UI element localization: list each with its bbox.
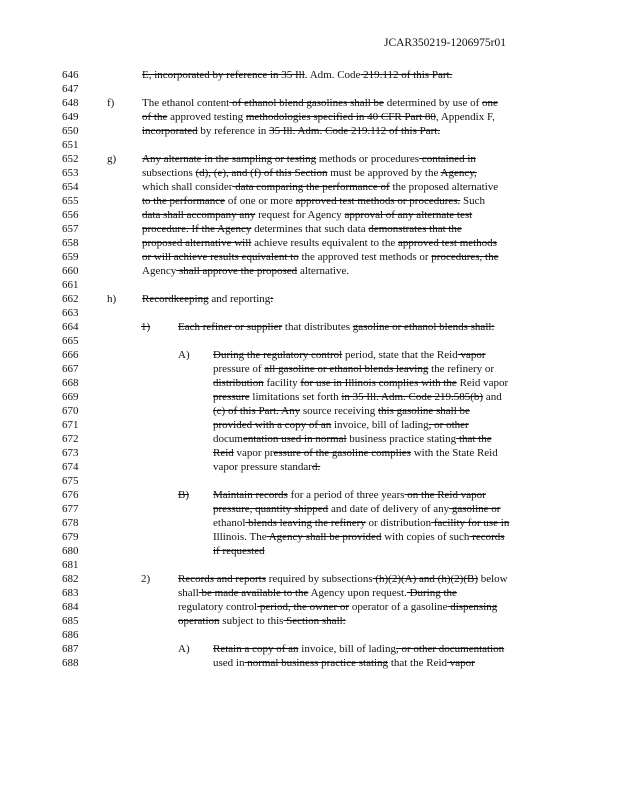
line-number: 675: [62, 475, 79, 487]
retained-text: achieve results equivalent to the: [251, 237, 398, 249]
document-line: [0, 292, 618, 306]
retained-text: subject to this: [219, 615, 284, 627]
deleted-text: During the: [406, 587, 457, 599]
retained-text: subsections: [142, 167, 196, 179]
line-number: 649: [62, 111, 79, 123]
retained-text: , Appendix F,: [435, 111, 495, 123]
deleted-text: operation: [178, 615, 220, 627]
line-number: 683: [62, 587, 79, 599]
subsection-label: f): [107, 97, 115, 109]
deleted-text: provided with a copy of an: [213, 419, 332, 431]
retained-text: business practice stating: [346, 433, 457, 445]
document-line: [0, 460, 618, 474]
retained-text: period, state that the Reid: [342, 349, 458, 361]
document-line: [0, 194, 618, 208]
line-text: [142, 166, 477, 180]
retained-text: or distribution: [365, 517, 432, 529]
document-line: [0, 404, 618, 418]
retained-text: with copies of such: [381, 531, 470, 543]
document-line: [0, 222, 618, 236]
document-line: [0, 572, 618, 586]
line-number: 680: [62, 545, 79, 557]
retained-text: determines that such data: [251, 223, 369, 235]
deleted-text: vapor: [447, 657, 475, 669]
document-line: [0, 236, 618, 250]
line-number: 679: [62, 531, 79, 543]
document-line: [0, 642, 618, 656]
line-text: [213, 348, 485, 362]
document-line: [0, 82, 618, 96]
line-number: 687: [62, 643, 79, 655]
line-text: [213, 390, 502, 404]
deleted-text: contained in: [419, 153, 476, 165]
line-text: [142, 180, 498, 194]
document-line: [0, 586, 618, 600]
deleted-text: facility for use in: [431, 517, 510, 529]
line-text: [142, 68, 452, 82]
subsection-label: 2): [141, 573, 151, 585]
line-number: 654: [62, 181, 79, 193]
document-line: [0, 306, 618, 320]
retained-text: operator of a gasoline: [349, 601, 448, 613]
line-number: 656: [62, 209, 79, 221]
line-text: [142, 152, 476, 166]
deleted-text: entation used in normal: [242, 433, 347, 445]
deleted-text: normal business practice stating: [244, 657, 389, 669]
line-number: 661: [62, 279, 79, 291]
deleted-text: of ethanol blend gasolines shall be: [229, 97, 384, 109]
subsection-label: 1): [141, 321, 151, 333]
line-text: [178, 586, 457, 600]
deleted-text: distribution: [213, 377, 264, 389]
line-number: 665: [62, 335, 79, 347]
line-number: 676: [62, 489, 79, 501]
document-line: [0, 516, 618, 530]
retained-text: Agency: [142, 265, 177, 277]
document-line: [0, 488, 618, 502]
line-number: 673: [62, 447, 79, 459]
deleted-text: approval of any alternate test: [344, 209, 473, 221]
document-line: [0, 628, 618, 642]
line-text: [213, 516, 509, 530]
retained-text: shall: [178, 587, 199, 599]
line-number: 669: [62, 391, 79, 403]
line-number: 668: [62, 377, 79, 389]
deleted-text: be made available to the: [198, 587, 309, 599]
document-line: [0, 544, 618, 558]
line-number: 646: [62, 69, 79, 81]
deleted-text: of the: [142, 111, 168, 123]
retained-text: must be approved by the: [327, 167, 441, 179]
retained-text: invoice, bill of lading: [331, 419, 429, 431]
deleted-text: During the regulatory control: [213, 349, 343, 361]
retained-text: invoice, bill of lading: [298, 643, 396, 655]
subsection-label: h): [107, 293, 117, 305]
document-line: [0, 138, 618, 152]
retained-text: pressure of: [213, 363, 265, 375]
line-number: 667: [62, 363, 79, 375]
subsection-label: B): [178, 489, 189, 501]
document-line: [0, 124, 618, 138]
retained-text: of one or more: [225, 195, 296, 207]
deleted-text: approved test methods: [397, 237, 497, 249]
retained-text: The ethanol content: [142, 97, 230, 109]
line-text: [213, 446, 498, 460]
document-line: [0, 418, 618, 432]
deleted-text: or will achieve results equivalent to: [142, 251, 299, 263]
document-line: [0, 278, 618, 292]
deleted-text: data shall accompany any: [142, 209, 256, 221]
retained-text: that the Reid: [388, 657, 448, 669]
line-text: [213, 544, 265, 558]
retained-text: used in: [213, 657, 245, 669]
document-line: [0, 376, 618, 390]
line-number: 670: [62, 405, 79, 417]
line-text: [178, 600, 497, 614]
line-text: [213, 502, 500, 516]
document-line: [0, 334, 618, 348]
document-line: [0, 600, 618, 614]
document-line: [0, 320, 618, 334]
retained-text: vapor pr: [233, 447, 274, 459]
line-text: [213, 530, 505, 544]
line-text: [213, 376, 508, 390]
deleted-text: procedures, the: [431, 251, 499, 263]
document-line: [0, 208, 618, 222]
deleted-text: (h)(2)(A) and (h)(2)(B): [372, 573, 478, 585]
retained-text: and date of delivery of any: [328, 503, 450, 515]
document-line: [0, 502, 618, 516]
line-text: [142, 208, 472, 222]
deleted-text: that the: [456, 433, 492, 445]
line-text: [213, 362, 494, 376]
line-number: 677: [62, 503, 79, 515]
line-number: 685: [62, 615, 79, 627]
deleted-text: Each refiner or supplier: [178, 321, 283, 333]
line-text: [142, 110, 495, 124]
retained-text: which shall consider: [142, 181, 233, 193]
subsection-label: A): [178, 349, 190, 361]
retained-text: and: [483, 391, 502, 403]
deleted-text: Section shall:: [283, 615, 346, 627]
document-line: [0, 180, 618, 194]
document-line: [0, 96, 618, 110]
document-id: JCAR350219-1206975r01: [383, 37, 506, 49]
deleted-text: Recordkeeping: [142, 293, 209, 305]
line-text: [142, 292, 273, 306]
line-text: [178, 320, 494, 334]
document-line: [0, 166, 618, 180]
deleted-text: this gasoline shall be: [377, 405, 470, 417]
retained-text: docum: [213, 433, 243, 445]
deleted-text: incorporated: [142, 125, 198, 137]
deleted-text: dispensing: [447, 601, 498, 613]
document-line: [0, 530, 618, 544]
deleted-text: on the Reid vapor: [404, 489, 486, 501]
retained-text: vapor pressure standar: [213, 461, 312, 473]
retained-text: by reference in: [197, 125, 270, 137]
deleted-text: d.: [311, 461, 321, 473]
retained-text: methods or procedures: [316, 153, 420, 165]
line-number: 688: [62, 657, 79, 669]
document-line: [0, 474, 618, 488]
line-number: 682: [62, 573, 79, 585]
line-number: 671: [62, 419, 79, 431]
line-text: [142, 222, 462, 236]
deleted-text: (d), (e), and (f) of this Section: [195, 167, 328, 179]
line-text: [213, 432, 492, 446]
deleted-text: records: [469, 531, 505, 543]
line-number: 657: [62, 223, 79, 235]
deleted-text: essure of the gasoline complies: [273, 447, 411, 459]
document-line: [0, 152, 618, 166]
line-number: 684: [62, 601, 79, 613]
document-line: [0, 390, 618, 404]
line-number: 650: [62, 125, 79, 137]
line-number: 681: [62, 559, 79, 571]
line-text: [213, 418, 469, 432]
deleted-text: approved test methods or procedures.: [295, 195, 461, 207]
line-number: 659: [62, 251, 79, 263]
line-text: [213, 488, 486, 502]
line-number: 658: [62, 237, 79, 249]
retained-text: request for Agency: [255, 209, 345, 221]
line-text: [178, 614, 346, 628]
deleted-text: methodologies specified in 40 CFR Part 80: [245, 111, 436, 123]
deleted-text: (c) of this Part. Any: [213, 405, 301, 417]
deleted-text: if requested: [213, 545, 265, 557]
retained-text: Such: [460, 195, 486, 207]
line-number: 664: [62, 321, 79, 333]
line-number: 655: [62, 195, 79, 207]
deleted-text: blends leaving the refinery: [245, 517, 366, 529]
retained-text: determined by use of: [383, 97, 482, 109]
document-line: [0, 110, 618, 124]
line-text: [142, 264, 349, 278]
line-text: [213, 656, 475, 670]
deleted-text: Retain a copy of an: [213, 643, 299, 655]
line-number: 660: [62, 265, 79, 277]
retained-text: the proposed alternative: [389, 181, 499, 193]
deleted-text: for use in Illinois complies with the: [300, 377, 457, 389]
line-number: 652: [62, 153, 79, 165]
retained-text: limitations set forth: [249, 391, 342, 403]
deleted-text: pressure: [213, 391, 250, 403]
line-number: 663: [62, 307, 79, 319]
line-text: [142, 194, 485, 208]
line-text: [142, 96, 498, 110]
subsection-label: A): [178, 643, 190, 655]
deleted-text: gasoline or ethanol blends shall:: [352, 321, 495, 333]
retained-text: regulatory control: [178, 601, 258, 613]
line-number: 672: [62, 433, 79, 445]
subsection-label: g): [107, 153, 117, 165]
deleted-text: shall approve the proposed: [176, 265, 298, 277]
deleted-text: demonstrates that the: [368, 223, 462, 235]
retained-text: source receiving: [300, 405, 378, 417]
line-number: 648: [62, 97, 79, 109]
line-text: [142, 124, 440, 138]
document-line: [0, 348, 618, 362]
retained-text: that distributes: [282, 321, 353, 333]
line-number: 674: [62, 461, 79, 473]
document-line: [0, 558, 618, 572]
line-text: [178, 572, 508, 586]
deleted-text: data comparing the performance of: [232, 181, 390, 193]
deleted-text: Records and reports: [178, 573, 266, 585]
document-line: [0, 656, 618, 670]
line-text: [213, 460, 320, 474]
deleted-text: E, incorporated by reference in 35 Ill: [142, 69, 305, 81]
retained-text: Agency upon request.: [308, 587, 407, 599]
deleted-text: Agency,: [440, 167, 477, 179]
retained-text: . Adm. Code: [304, 69, 361, 81]
retained-text: Illinois. The: [213, 531, 267, 543]
retained-text: with the State Reid: [410, 447, 498, 459]
document-line: [0, 264, 618, 278]
deleted-text: pressure, quantity shipped: [213, 503, 329, 515]
deleted-text: proposed alternative will: [142, 237, 252, 249]
retained-text: the approved test methods or: [298, 251, 432, 263]
retained-text: and reporting: [208, 293, 271, 305]
deleted-text: to the performance: [142, 195, 226, 207]
deleted-text: :: [270, 293, 274, 305]
deleted-text: Agency shall be provided: [266, 531, 382, 543]
retained-text: for a period of three years: [287, 489, 405, 501]
retained-text: facility: [263, 377, 301, 389]
retained-text: below: [477, 573, 508, 585]
document-line: [0, 362, 618, 376]
document-line: [0, 250, 618, 264]
retained-text: approved testing: [167, 111, 246, 123]
retained-text: the refinery or: [428, 363, 495, 375]
deleted-text: Reid: [213, 447, 234, 459]
deleted-text: , or other documentation: [395, 643, 505, 655]
deleted-text: all gasoline or ethanol blends leaving: [264, 363, 429, 375]
deleted-text: vapor: [457, 349, 486, 361]
deleted-text: procedure. If the Agency: [142, 223, 252, 235]
document-line: [0, 432, 618, 446]
deleted-text: 219.112 of this Part.: [360, 69, 453, 81]
deleted-text: gasoline or: [449, 503, 501, 515]
line-number: 653: [62, 167, 79, 179]
line-number: 662: [62, 293, 79, 305]
retained-text: ethanol: [213, 517, 246, 529]
deleted-text: one: [482, 97, 498, 109]
deleted-text: period, the owner or: [257, 601, 350, 613]
deleted-text: Maintain records: [213, 489, 288, 501]
line-number: 678: [62, 517, 79, 529]
retained-text: Reid vapor: [456, 377, 509, 389]
line-text: [142, 250, 499, 264]
deleted-text: Any alternate in the sampling or testing: [142, 153, 317, 165]
line-number: 666: [62, 349, 79, 361]
deleted-text: , or other: [428, 419, 469, 431]
document-line: [0, 68, 618, 82]
deleted-text: in 35 Ill. Adm. Code 219.585(b): [341, 391, 484, 403]
line-number: 647: [62, 83, 79, 95]
deleted-text: 35 Ill. Adm. Code 219.112 of this Part.: [269, 125, 441, 137]
retained-text: required by subsections: [265, 573, 373, 585]
line-number: 651: [62, 139, 79, 151]
line-text: [213, 404, 470, 418]
line-number: 686: [62, 629, 79, 641]
document-line: [0, 446, 618, 460]
document-line: [0, 614, 618, 628]
retained-text: alternative.: [297, 265, 350, 277]
line-text: [213, 642, 504, 656]
line-text: [142, 236, 497, 250]
